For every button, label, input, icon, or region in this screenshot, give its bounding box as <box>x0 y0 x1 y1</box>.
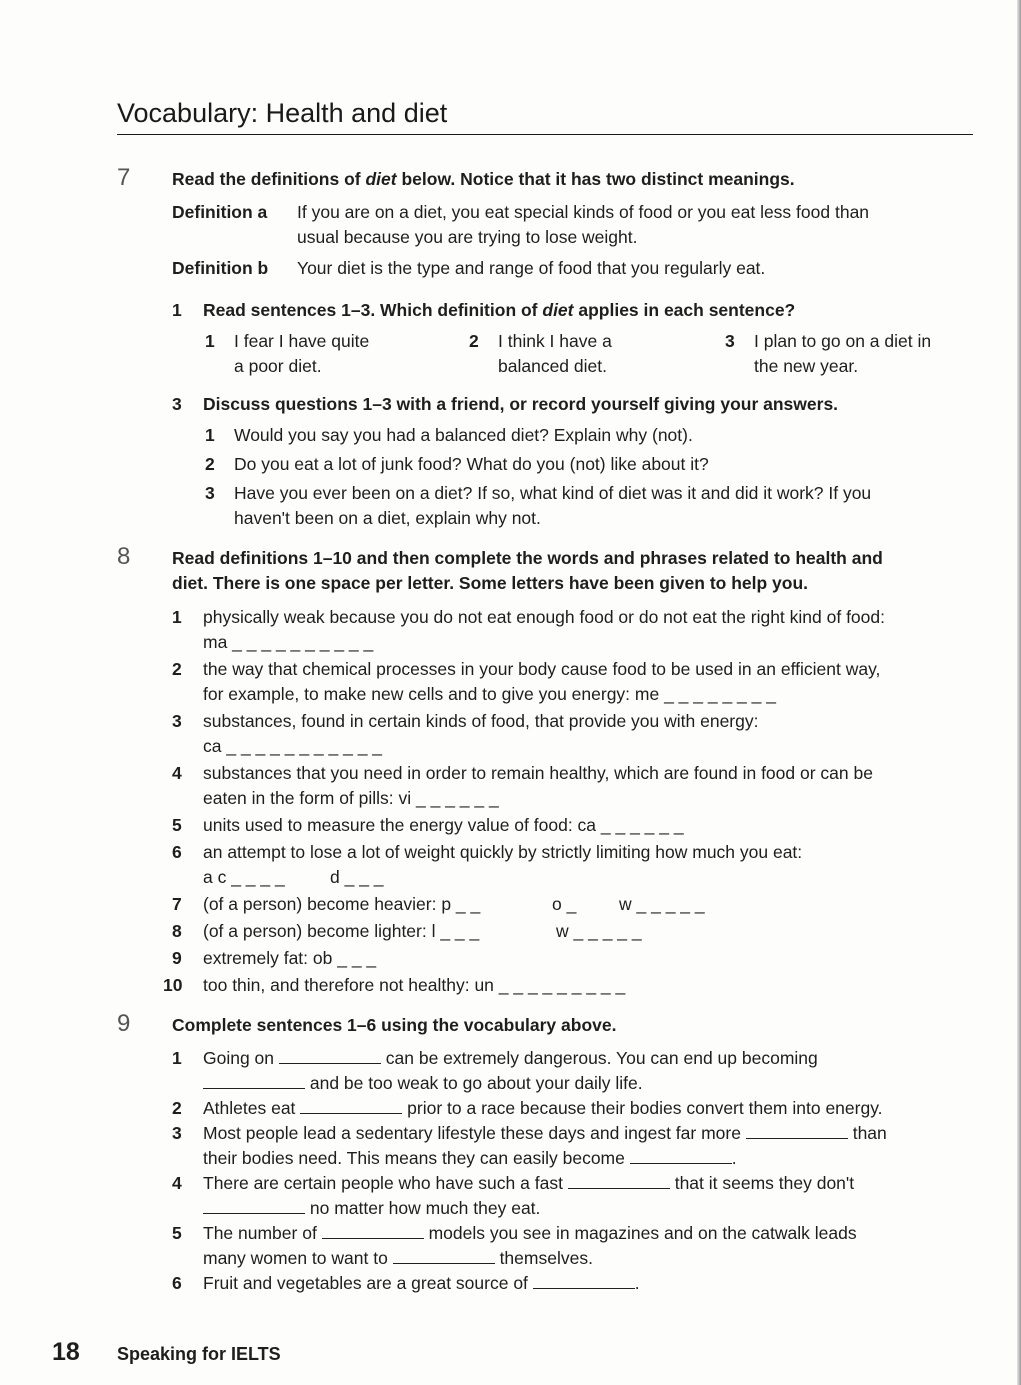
answer-blank <box>279 1049 381 1064</box>
item-number: 3 <box>172 711 182 731</box>
definition-text: If you are on a diet, you eat special kinds of food or you eat less food than <box>297 202 870 222</box>
sentence-text: and be too weak to go about your daily life. <box>203 1072 643 1094</box>
item-definition: physically weak because you do not eat enough food or do not eat the right kind of food: <box>203 607 885 627</box>
discussion-number: 3 <box>205 483 215 503</box>
answer-blank <box>746 1124 848 1139</box>
answer-blank <box>630 1149 732 1164</box>
answer-blank <box>393 1249 495 1264</box>
sentence-text: I think I have a <box>498 331 612 351</box>
sentence-text: their bodies need. This means they can easily become . <box>203 1148 737 1168</box>
sentence-text: I plan to go on a diet in <box>754 331 932 351</box>
sentence-text: I fear I have quite <box>234 331 370 351</box>
exercise-number: 9 <box>117 1010 131 1037</box>
question-instruction: Read sentences 1–3. Which definition of diet applies in each sentence? <box>203 300 796 320</box>
item-number: 8 <box>172 921 182 941</box>
sentence-number: 4 <box>172 1173 182 1193</box>
page-edge <box>1017 0 1021 1385</box>
sentence-text: balanced diet. <box>498 356 607 376</box>
exercise-instruction: Read the definitions of diet below. Notice that it has two distinct meanings. <box>172 169 795 189</box>
sentence-text: Most people lead a sedentary lifestyle these days and ingest far more than <box>203 1123 887 1143</box>
item-definition: substances that you need in order to remain healthy, which are found in food or can be <box>203 763 873 783</box>
item-answer-hint: o _ <box>552 894 577 914</box>
exercise-number: 7 <box>117 164 131 191</box>
answer-blank <box>533 1274 635 1289</box>
sentence-text: Fruit and vegetables are a great source of . <box>203 1273 640 1293</box>
item-definition: too thin, and therefore not healthy: un _ _ _ _ _ _ _ _ _ <box>203 975 626 995</box>
sentence-text: Athletes eat prior to a race because their bodies convert them into energy. <box>203 1098 883 1118</box>
definition-label: Definition a <box>172 202 268 222</box>
item-answer-hint: a c _ _ _ _ <box>203 867 285 887</box>
sentence-number: 1 <box>205 331 215 351</box>
item-definition: substances, found in certain kinds of food, that provide you with energy: <box>203 711 759 731</box>
answer-blank <box>300 1099 402 1114</box>
discussion-number: 1 <box>205 425 215 445</box>
item-number: 10 <box>163 975 183 995</box>
item-answer-hint: ca _ _ _ _ _ _ _ _ _ _ _ <box>203 736 383 756</box>
answer-blank <box>568 1174 670 1189</box>
definition-text: Your diet is the type and range of food that you regularly eat. <box>297 258 766 278</box>
sentence-text: no matter how much they eat. <box>203 1197 540 1219</box>
item-number: 9 <box>172 948 182 968</box>
answer-blank <box>322 1224 424 1239</box>
definition-label: Definition b <box>172 258 269 278</box>
book-title: Speaking for IELTS <box>117 1344 281 1364</box>
question-number: 3 <box>172 394 182 414</box>
item-number: 7 <box>172 894 182 914</box>
sentence-number: 3 <box>725 331 735 351</box>
answer-blank <box>203 1074 305 1089</box>
discussion-text: haven't been on a diet, explain why not. <box>234 508 541 528</box>
item-number: 1 <box>172 607 182 627</box>
sentence-text: The number of models you see in magazines and on the catwalk leads <box>203 1223 857 1243</box>
page-title: Vocabulary: Health and diet <box>117 98 448 128</box>
item-definition: eaten in the form of pills: vi _ _ _ _ _ _ <box>203 788 499 808</box>
page-number: 18 <box>52 1338 80 1366</box>
sentence-text: a poor diet. <box>234 356 322 376</box>
sentence-text: the new year. <box>754 356 859 376</box>
question-instruction: Discuss questions 1–3 with a friend, or record yourself giving your answers. <box>203 394 839 414</box>
exercise-number: 8 <box>117 543 131 570</box>
sentence-number: 5 <box>172 1223 182 1243</box>
item-definition: units used to measure the energy value of food: ca _ _ _ _ _ _ <box>203 815 684 835</box>
sentence-number: 1 <box>172 1048 182 1068</box>
item-answer-hint: w _ _ _ _ _ <box>619 894 705 914</box>
item-number: 6 <box>172 842 182 862</box>
sentence-text: There are certain people who have such a fast that it seems they don't <box>203 1173 855 1193</box>
sentence-number: 3 <box>172 1123 182 1143</box>
item-definition: extremely fat: ob _ _ _ <box>203 948 377 968</box>
exercise-instruction: Read definitions 1–10 and then complete the words and phrases related to health and <box>172 548 883 568</box>
item-number: 4 <box>172 763 182 783</box>
item-definition: for example, to make new cells and to give you energy: me _ _ _ _ _ _ _ _ <box>203 684 776 704</box>
item-answer-hint: ma _ _ _ _ _ _ _ _ _ _ <box>203 632 374 652</box>
discussion-text: Would you say you had a balanced diet? Explain why (not). <box>234 425 693 445</box>
item-definition: (of a person) become lighter: l _ _ _ <box>203 921 480 941</box>
item-answer-hint: d _ _ _ <box>330 867 384 887</box>
item-number: 5 <box>172 815 182 835</box>
title-rule <box>117 134 973 135</box>
answer-blank <box>203 1199 305 1214</box>
sentence-number: 2 <box>172 1098 182 1118</box>
discussion-number: 2 <box>205 454 215 474</box>
sentence-text: Going on can be extremely dangerous. You can end up becoming <box>203 1048 818 1068</box>
sentence-text: many women to want to themselves. <box>203 1248 593 1268</box>
item-answer-hint: w _ _ _ _ _ <box>556 921 642 941</box>
item-definition: the way that chemical processes in your body cause food to be used in an efficient way, <box>203 659 881 679</box>
exercise-instruction: Complete sentences 1–6 using the vocabulary above. <box>172 1015 617 1035</box>
discussion-text: Do you eat a lot of junk food? What do you (not) like about it? <box>234 454 709 474</box>
definition-text: usual because you are trying to lose weight. <box>297 227 638 247</box>
discussion-text: Have you ever been on a diet? If so, what kind of diet was it and did it work? If you <box>234 483 872 503</box>
item-definition: (of a person) become heavier: p _ _ <box>203 894 481 914</box>
item-definition: an attempt to lose a lot of weight quickly by strictly limiting how much you eat: <box>203 842 803 862</box>
sentence-number: 2 <box>469 331 479 351</box>
exercise-instruction: diet. There is one space per letter. Some letters have been given to help you. <box>172 573 809 593</box>
question-number: 1 <box>172 300 182 320</box>
sentence-number: 6 <box>172 1273 182 1293</box>
item-number: 2 <box>172 659 182 679</box>
